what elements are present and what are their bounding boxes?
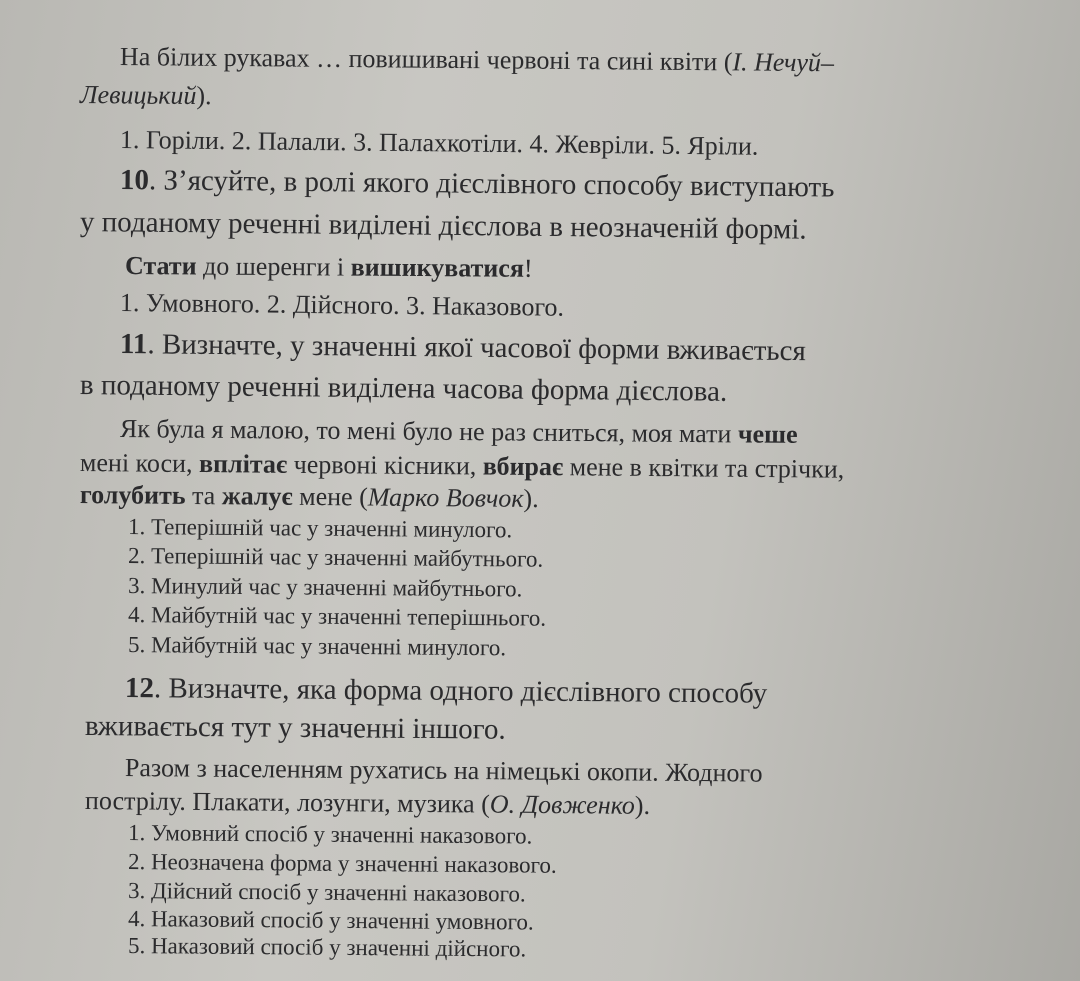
q11-heading-text: . Визначте, у значенні якої часової форми вживається bbox=[147, 328, 806, 368]
q10-heading-text: . З’ясуйте, в ролі якого дієслівного способу виступають bbox=[148, 164, 835, 204]
q12-option-text: 2. Неозначена форма у значенні наказового. bbox=[127, 849, 557, 878]
q12-option-text: 3. Дійсний спосіб у значенні наказового. bbox=[127, 878, 526, 907]
intro-sentence-line1 bbox=[120, 42, 834, 78]
q12-heading-text2: вживається тут у значенні іншого. bbox=[84, 710, 506, 746]
q11-option bbox=[128, 602, 546, 632]
q11-option-text: 3. Минулий час у значенні майбутнього. bbox=[127, 573, 523, 602]
q12-heading-line1 bbox=[125, 672, 767, 711]
intro-text: На білих рукавах … повишивані червоні та сині квіти ( bbox=[119, 42, 733, 77]
q12-example-text: пострілу. Плакати, лозунги, музика ( bbox=[84, 786, 490, 819]
q12-number: 12 bbox=[124, 672, 155, 705]
q11-option bbox=[128, 632, 506, 661]
q11-author: Марко Вовчок bbox=[367, 482, 524, 513]
q12-option-text: 4. Наказовий спосіб у значенні умовного. bbox=[127, 906, 534, 935]
q12-example-line2 bbox=[85, 786, 650, 821]
q11-example-text: та bbox=[185, 480, 222, 511]
intro-author-cont: Левицький bbox=[79, 80, 197, 111]
q11-heading-text2: в поданому реченні виділена часова форма дієслова. bbox=[79, 369, 728, 408]
q12-example-end: ). bbox=[634, 790, 651, 820]
q11-number: 11 bbox=[119, 328, 148, 361]
q12-option bbox=[128, 906, 534, 936]
q11-example-text: Як була я малою, то мені було не раз сниться, моя мати bbox=[119, 414, 739, 449]
q11-bold-verb3: вбирає bbox=[482, 451, 564, 482]
q12-author: О. Довженко bbox=[489, 789, 636, 820]
intro-options bbox=[120, 125, 759, 162]
q11-option-text: 5. Майбутній час у значенні минулого. bbox=[127, 632, 507, 661]
q11-example-text: червоні кісники, bbox=[287, 449, 483, 481]
q11-option-text: 4. Майбутній час у значенні теперішнього. bbox=[127, 602, 547, 631]
q11-option bbox=[128, 514, 512, 543]
q10-example-end: ! bbox=[523, 253, 533, 283]
q11-bold-verb5: жалує bbox=[221, 481, 293, 511]
q12-heading-text: . Визначте, яка форма одного дієслівного способу bbox=[153, 672, 768, 710]
q10-bold-verb2: вишикуватися bbox=[350, 252, 525, 283]
q10-example bbox=[125, 251, 533, 284]
q11-example-line1 bbox=[120, 414, 798, 450]
q12-option bbox=[128, 849, 557, 879]
q12-option bbox=[128, 820, 532, 850]
q11-bold-verb1: чеше bbox=[737, 419, 798, 449]
q12-option bbox=[128, 933, 526, 962]
q11-example-line2 bbox=[80, 448, 844, 485]
q10-number: 10 bbox=[119, 164, 150, 197]
q12-option bbox=[128, 878, 526, 907]
q11-option bbox=[128, 573, 523, 602]
intro-author: І. Нечуй– bbox=[732, 47, 835, 78]
q11-example-line3 bbox=[80, 480, 539, 514]
q11-example-text: мені коси, bbox=[79, 448, 200, 479]
q11-example-text: мене ( bbox=[292, 481, 368, 512]
intro-end: ). bbox=[196, 81, 212, 111]
q11-option-text: 1. Теперішній час у значенні минулого. bbox=[127, 514, 513, 543]
q12-option-text: 5. Наказовий спосіб у значенні дійсного. bbox=[127, 933, 527, 962]
q12-heading-line2 bbox=[85, 710, 506, 747]
q11-bold-verb2: вплітає bbox=[198, 449, 288, 479]
q11-bold-verb4: голубить bbox=[79, 480, 186, 510]
q10-heading-line2 bbox=[80, 206, 807, 247]
intro-sentence-line2 bbox=[80, 80, 212, 111]
q10-options-text: 1. Умовного. 2. Дійсного. 3. Наказового. bbox=[119, 288, 565, 322]
q12-option-text: 1. Умовний спосіб у значенні наказового. bbox=[127, 820, 533, 849]
q11-option bbox=[128, 543, 543, 573]
q12-example-text: Разом з населенням рухатись на німецькі окопи. Жодного bbox=[124, 753, 763, 788]
q11-example-end: ). bbox=[523, 483, 539, 514]
q10-heading-line1 bbox=[120, 164, 835, 204]
q11-example-text: мене в квітки та стрічки, bbox=[563, 452, 845, 484]
q10-bold-verb1: Стати bbox=[124, 251, 197, 281]
q11-option-text: 2. Теперішній час у значенні майбутнього. bbox=[127, 543, 544, 572]
q10-options bbox=[120, 288, 564, 323]
q10-example-text: до шеренги і bbox=[196, 251, 351, 282]
q10-heading-text2: у поданому реченні виділені дієслова в неозначеній формі. bbox=[79, 206, 807, 246]
q11-heading-line1 bbox=[120, 328, 806, 368]
q12-example-line1 bbox=[125, 753, 763, 789]
intro-options-text: 1. Горіли. 2. Палали. 3. Палахкотіли. 4. Жевріли. 5. Яріли. bbox=[119, 125, 759, 161]
q11-heading-line2 bbox=[80, 369, 728, 409]
